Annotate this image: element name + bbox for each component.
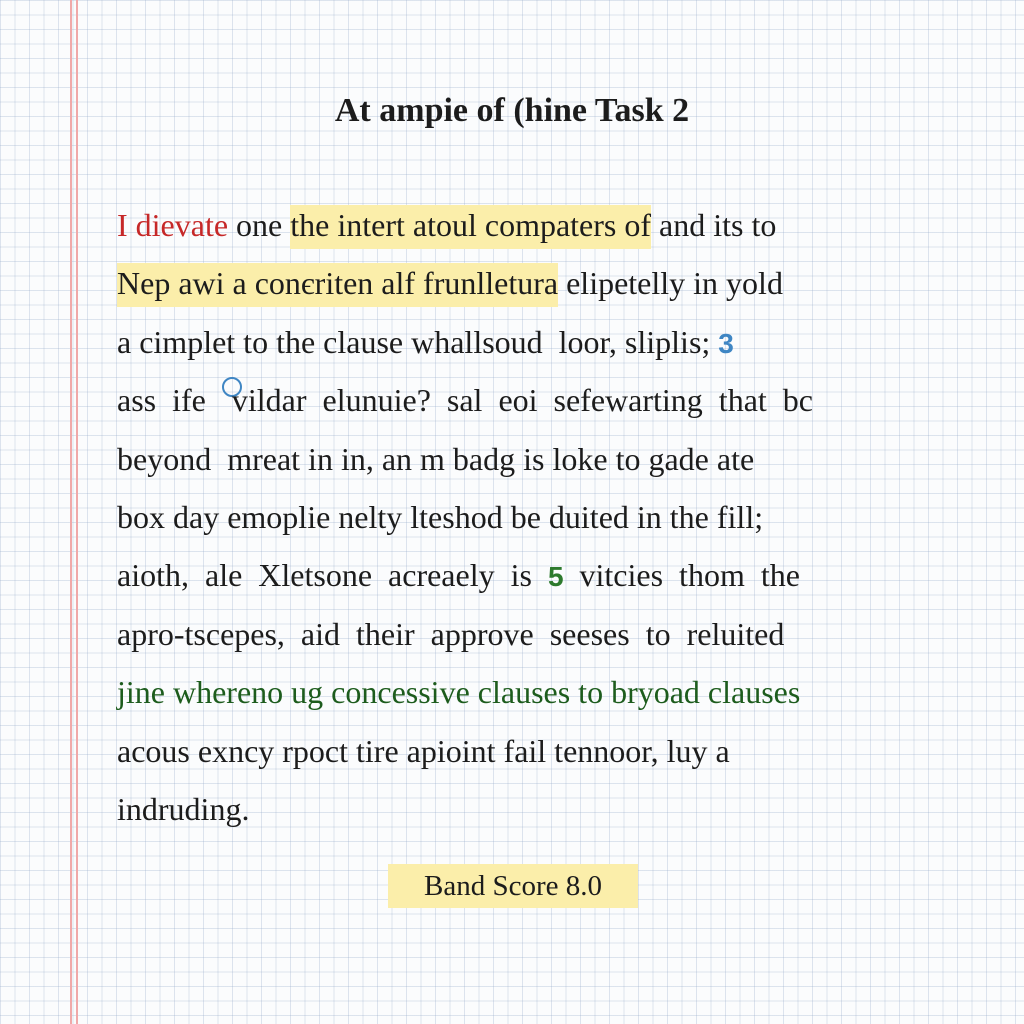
essay-line [117, 722, 917, 780]
margin-line-right [76, 0, 78, 1024]
essay-text: acous exncy rpoct tire apioint fail tennoor, luy a [117, 732, 730, 769]
highlighted-phrase: the intert atoul compaters of [290, 205, 651, 249]
essay-line [117, 254, 917, 312]
corrected-text: jine whereno ug concessive clauses to bryoad clauses [117, 674, 801, 711]
essay-text: vitcies thom the [563, 557, 800, 594]
essay-text: ass ife [117, 382, 222, 419]
essay-body [117, 196, 917, 838]
essay-line [117, 780, 917, 838]
essay-text: vildar elunuie? sal eoi sefewarting that bc [231, 382, 813, 419]
essay-text: beyond mreat in in, an m badg is loke to gade ate [117, 440, 755, 477]
page-title: At ampie of (hine Task 2 [334, 92, 690, 129]
error-marked-text: I dievate [117, 207, 229, 243]
annotation-number: 5 [547, 561, 564, 593]
essay-line [117, 546, 917, 604]
essay-text: and its to [651, 207, 777, 243]
essay-text: one [228, 207, 291, 243]
essay-line [117, 663, 917, 721]
essay-line [117, 488, 917, 546]
essay-line [117, 605, 917, 663]
essay-text: a cimplet to the clause whallsoud loor, sliplis; [117, 323, 719, 360]
highlighted-phrase: Nep awi a conєriten alf frunlletura [117, 263, 558, 307]
essay-text: aioth, ale Xletsone acreaely is [117, 557, 548, 594]
essay-text: indruding. [117, 790, 250, 827]
margin-line-left [70, 0, 72, 1024]
essay-line [117, 313, 917, 371]
essay-line [117, 196, 917, 254]
essay-line [117, 430, 917, 488]
essay-text: elipetelly in yold [558, 265, 783, 302]
essay-text: apro-tscepes, aid their approve seeses to reluited [117, 615, 785, 652]
annotation-number: 3 [718, 327, 734, 359]
band-score-badge: Band Score 8.0 [388, 864, 638, 908]
essay-text: box day emoplie nelty lteshod be duited in the fill; [117, 498, 764, 535]
essay-line [117, 371, 917, 429]
